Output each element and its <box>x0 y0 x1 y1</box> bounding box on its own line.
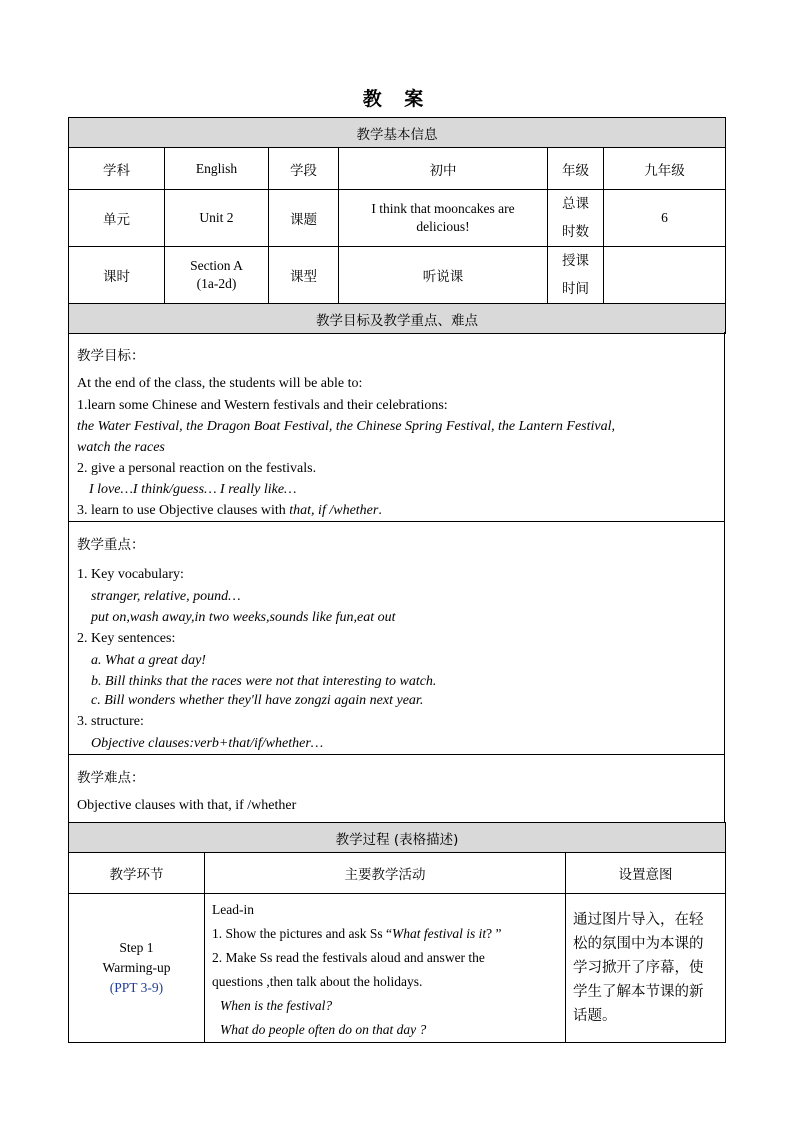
keypoints-p3-a: Objective clauses:verb+that/if/whether… <box>91 736 324 751</box>
unit-label: 单元 <box>69 190 165 247</box>
intent-line-3: 学习掀开了序幕，使 <box>573 960 704 976</box>
class-time-label-line2: 时间 <box>562 281 589 297</box>
goals-item-1-detail-1: the Water Festival, the Dragon Boat Festival, the Chinese Spring Festival, the Lantern Festival, <box>77 419 616 434</box>
keypoints-p2-c: c. Bill wonders whether they'll have zongzi again next year. <box>91 693 424 708</box>
step-1-name: Warming-up <box>102 960 171 975</box>
intent-line-5: 话题。 <box>573 1008 617 1024</box>
period-label: 课时 <box>69 247 165 304</box>
total-hours-label-line1: 总课 <box>562 196 589 212</box>
type-value: 听说课 <box>339 247 548 304</box>
process-col-step: 教学环节 <box>69 853 205 894</box>
goals-item-2-detail: I love…I think/guess… I really like… <box>89 482 297 497</box>
keypoints-heading: 教学重点： <box>77 537 145 553</box>
goals-item-3-prefix: 3. learn to use Objective clauses with <box>77 503 290 518</box>
keypoints-p1-a: stranger, relative, pound… <box>91 589 241 604</box>
goals-item-1-detail-2: watch the races <box>77 440 165 455</box>
activity-question-1: When is the festival? <box>220 998 333 1013</box>
total-hours-label-line2: 时数 <box>562 224 589 240</box>
stage-label: 学段 <box>269 148 339 190</box>
activity-1-italic: What festival is it <box>391 926 487 941</box>
difficulty-text: Objective clauses with that, if /whether <box>77 798 297 813</box>
type-label: 课型 <box>269 247 339 304</box>
goals-item-2: 2. give a personal reaction on the festivals. <box>77 461 317 476</box>
activity-2a: 2. Make Ss read the festivals aloud and answer the <box>212 950 485 965</box>
grade-label: 年级 <box>548 148 604 190</box>
grade-value: 九年级 <box>604 148 726 190</box>
keypoints-p2-b: b. Bill thinks that the races were not that interesting to watch. <box>91 674 437 689</box>
goals-intro: At the end of the class, the students will be able to: <box>77 376 363 391</box>
topic-label: 课题 <box>269 190 339 247</box>
activity-1-suffix: ? ” <box>486 926 502 941</box>
subject-value: English <box>165 148 269 190</box>
doc-title: 教 案 <box>362 88 432 110</box>
keypoints-p1: 1. Key vocabulary: <box>77 567 184 582</box>
intent-line-2: 松的氛围中为本课的 <box>573 936 704 952</box>
process-col-intent: 设置意图 <box>566 853 726 894</box>
keypoints-p2: 2. Key sentences: <box>77 631 176 646</box>
teaching-goals-block <box>68 332 725 522</box>
period-value-line1: Section A <box>190 258 243 273</box>
activity-1-prefix: 1. Show the pictures and ask Ss “ <box>212 926 392 941</box>
difficulty-block <box>68 755 725 822</box>
intent-line-1: 通过图片导入，在轻 <box>573 912 704 928</box>
keypoints-p1-b: put on,wash away,in two weeks,sounds like fun,eat out <box>91 610 396 625</box>
section-process: 教学过程 (表格描述) <box>69 823 726 853</box>
total-hours-label <box>548 190 604 247</box>
activity-2b: questions ,then talk about the holidays. <box>212 974 423 989</box>
activity-1 <box>212 922 565 946</box>
basic-info-table <box>68 117 726 334</box>
topic-value: I think that mooncakes are delicious! <box>339 190 548 247</box>
class-time-label <box>548 247 604 304</box>
class-time-label-line1: 授课 <box>562 253 589 269</box>
stage-value: 初中 <box>339 148 548 190</box>
period-value <box>165 247 269 304</box>
step-1-cell <box>69 894 205 1043</box>
step-1-number: Step 1 <box>119 940 154 955</box>
step-1-ppt: (PPT 3-9) <box>109 980 164 995</box>
goals-item-1: 1.learn some Chinese and Western festivals and their celebrations: <box>77 398 448 413</box>
step-1-intent <box>566 894 726 1043</box>
subject-label: 学科 <box>69 148 165 190</box>
activity-question-2: What do people often do on that day ? <box>220 1022 427 1037</box>
keypoints-p2-a: a. What a great day! <box>91 653 206 668</box>
goals-item-3-suffix: . <box>378 503 382 518</box>
intent-line-4: 学生了解本节课的新 <box>573 984 704 1000</box>
class-time-value <box>604 247 726 304</box>
unit-value: Unit 2 <box>165 190 269 247</box>
goals-heading: 教学目标： <box>77 348 145 364</box>
step-1-activities <box>205 894 566 1043</box>
process-col-activity: 主要教学活动 <box>205 853 566 894</box>
period-value-line2: (1a-2d) <box>196 276 237 291</box>
goals-item-3-italic: that, if /whether <box>289 503 379 518</box>
goals-item-3 <box>77 503 382 519</box>
key-points-block <box>68 522 725 754</box>
process-table <box>68 822 726 1043</box>
activity-lead-in: Lead-in <box>212 902 254 917</box>
total-hours-value: 6 <box>604 190 726 247</box>
difficulty-heading: 教学难点： <box>77 770 145 786</box>
section-basic-info: 教学基本信息 <box>69 118 726 148</box>
section-goals: 教学目标及教学重点、难点 <box>69 304 726 334</box>
keypoints-p3: 3. structure: <box>77 714 144 729</box>
